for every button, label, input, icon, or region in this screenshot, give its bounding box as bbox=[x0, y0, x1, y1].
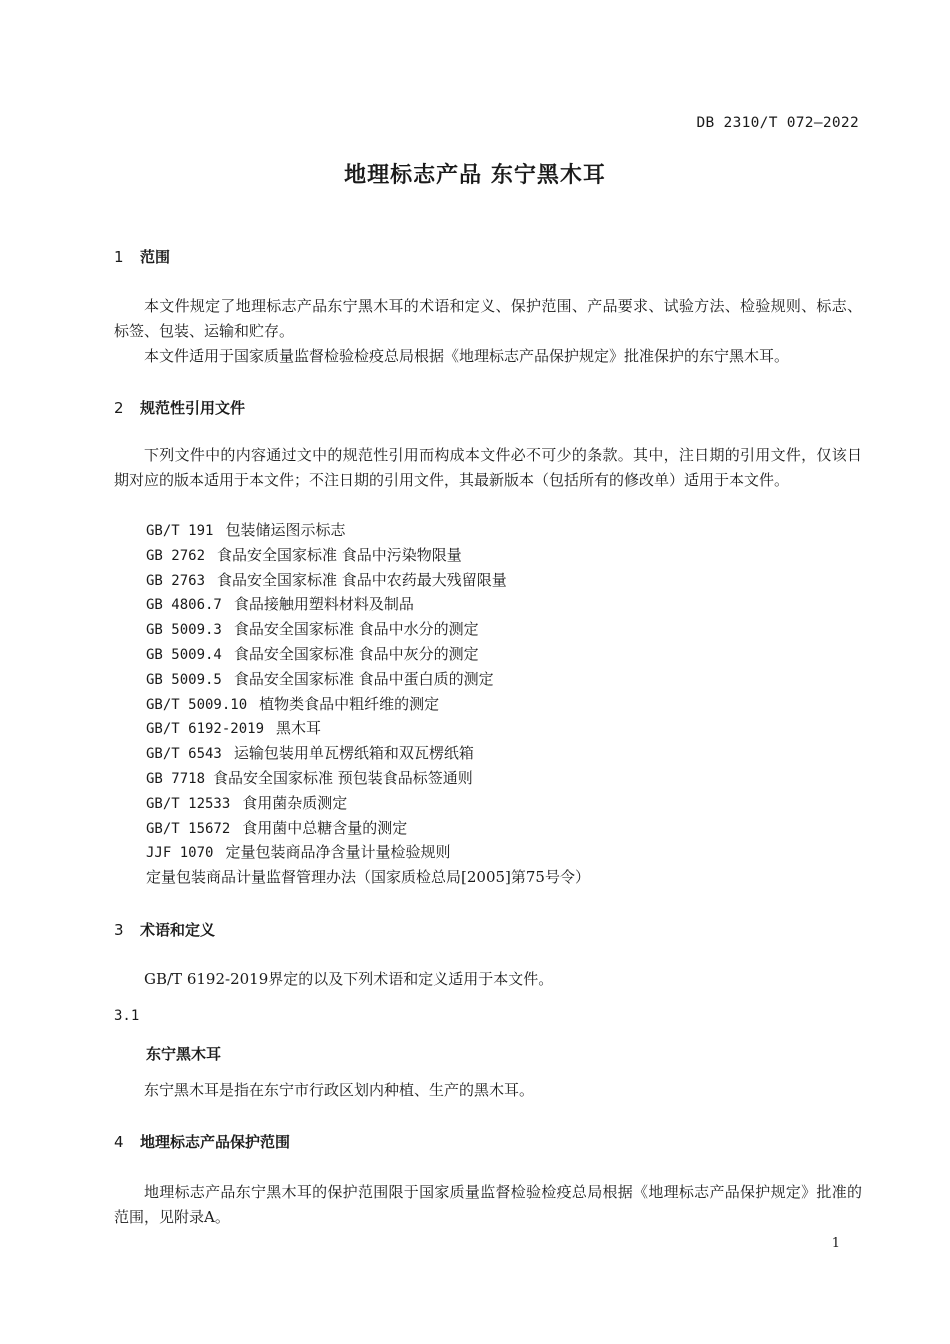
reference-code: JJF 1070 bbox=[146, 845, 214, 862]
standard-code: DB 2310/T 072—2022 bbox=[696, 115, 859, 131]
reference-title: 食品安全国家标准 食品中蛋白质的测定 bbox=[233, 669, 494, 688]
reference-item bbox=[146, 518, 590, 543]
reference-code: GB/T 15672 bbox=[146, 820, 231, 837]
reference-code: GB/T 191 bbox=[146, 523, 214, 539]
scope-paragraph-2: 本文件适用于国家质量监督检验检疫总局根据《地理标志产品保护规定》批准保护的东宁黑木耳。 bbox=[144, 347, 790, 365]
term-name: 东宁黑木耳 bbox=[146, 1045, 222, 1063]
reference-item bbox=[146, 592, 590, 617]
reference-title: 运输包装用单瓦楞纸箱和双瓦楞纸箱 bbox=[233, 744, 474, 763]
reference-title: 食品安全国家标准 食品中水分的测定 bbox=[233, 620, 479, 639]
reference-code: GB 7718 bbox=[146, 770, 206, 787]
reference-item bbox=[146, 840, 590, 865]
reference-code: GB/T 5009.10 bbox=[146, 696, 248, 713]
reference-code: GB/T 6192-2019 bbox=[146, 721, 265, 738]
reference-code: GB 5009.5 bbox=[146, 671, 222, 688]
references-intro: 下列文件中的内容通过文中的规范性引用而构成本文件必不可少的条款。其中，注日期的引用文件，仅该日期对应的版本适用于本文件；不注日期的引用文件，其最新版本（包括所有的修改单）适用于本文件。 bbox=[114, 446, 862, 489]
reference-code: GB/T 6543 bbox=[146, 746, 222, 763]
reference-item bbox=[146, 617, 590, 642]
reference-title: 定量包装商品净含量计量检验规则 bbox=[225, 843, 451, 862]
section-heading-scope bbox=[114, 246, 170, 267]
reference-item bbox=[146, 716, 590, 741]
reference-title: 食品安全国家标准 预包装食品标签通则 bbox=[213, 768, 473, 787]
reference-item bbox=[146, 741, 590, 766]
reference-title: 植物类食品中粗纤维的测定 bbox=[259, 694, 440, 713]
document-title: 地理标志产品 东宁黑木耳 bbox=[344, 163, 606, 188]
term-number: 3.1 bbox=[114, 1008, 140, 1024]
terms-intro: GB/T 6192-2019界定的以及下列术语和定义适用于本文件。 bbox=[144, 970, 554, 988]
section-title: 术语和定义 bbox=[140, 921, 216, 939]
term-definition: 东宁黑木耳是指在东宁市行政区划内种植、生产的黑木耳。 bbox=[144, 1081, 535, 1099]
section-heading-protection bbox=[114, 1131, 290, 1152]
section-heading-terms bbox=[114, 919, 215, 940]
protection-paragraph: 地理标志产品东宁黑木耳的保护范围限于国家质量监督检验检疫总局根据《地理标志产品保护规定》批准的范围，见附录A。 bbox=[114, 1183, 862, 1226]
reference-code: GB 2763 bbox=[146, 572, 206, 589]
reference-title: 定量包装商品计量监督管理办法（国家质检总局[2005]第75号令） bbox=[146, 868, 590, 887]
reference-item bbox=[146, 568, 590, 593]
section-number: 1 bbox=[114, 248, 124, 266]
page-number: 1 bbox=[831, 1236, 840, 1251]
reference-title: 黑木耳 bbox=[276, 719, 322, 738]
reference-code: GB 2762 bbox=[146, 547, 206, 564]
section-number: 4 bbox=[114, 1133, 124, 1151]
reference-item bbox=[146, 791, 590, 816]
reference-title: 食品安全国家标准 食品中农药最大残留限量 bbox=[217, 570, 507, 589]
reference-code: GB 4806.7 bbox=[146, 597, 222, 614]
reference-title: 食用菌杂质测定 bbox=[242, 793, 348, 812]
reference-code: GB 5009.3 bbox=[146, 622, 222, 639]
reference-item bbox=[146, 816, 590, 841]
reference-title: 食品安全国家标准 食品中灰分的测定 bbox=[233, 644, 479, 663]
reference-item bbox=[146, 865, 590, 890]
reference-item bbox=[146, 667, 590, 692]
section-title: 范围 bbox=[140, 248, 171, 266]
reference-item bbox=[146, 543, 590, 568]
section-title: 规范性引用文件 bbox=[140, 399, 246, 417]
reference-list bbox=[146, 518, 590, 890]
section-title: 地理标志产品保护范围 bbox=[140, 1133, 291, 1151]
reference-title: 包装储运图示标志 bbox=[225, 521, 346, 539]
reference-title: 食品安全国家标准 食品中污染物限量 bbox=[217, 545, 462, 564]
reference-item bbox=[146, 692, 590, 717]
scope-paragraph-1: 本文件规定了地理标志产品东宁黑木耳的术语和定义、保护范围、产品要求、试验方法、检验规则、标志、标签、包装、运输和贮存。 bbox=[114, 297, 862, 340]
reference-code: GB/T 12533 bbox=[146, 795, 231, 812]
reference-item bbox=[146, 642, 590, 667]
reference-title: 食品接触用塑料材料及制品 bbox=[233, 595, 414, 614]
section-number: 3 bbox=[114, 921, 124, 939]
section-number: 2 bbox=[114, 399, 124, 417]
reference-item bbox=[146, 766, 590, 791]
reference-title: 食用菌中总糖含量的测定 bbox=[242, 818, 408, 837]
reference-code: GB 5009.4 bbox=[146, 646, 222, 663]
section-heading-references bbox=[114, 397, 245, 418]
